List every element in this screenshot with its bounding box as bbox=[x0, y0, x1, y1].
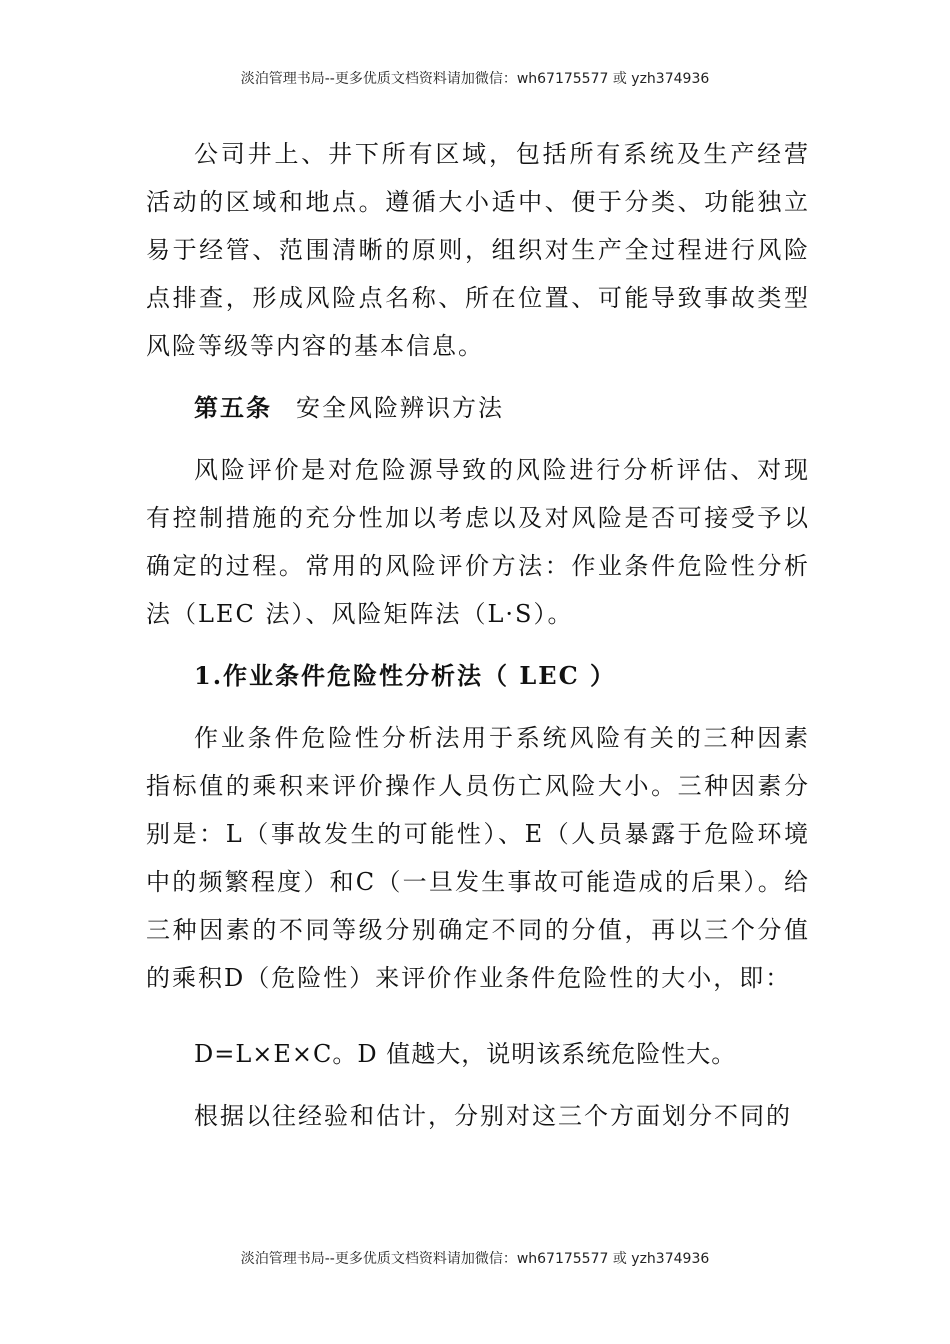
page-header: 淡泊管理书局--更多优质文档资料请加微信：wh67175577 或 yzh374936 bbox=[240, 71, 710, 87]
article-5-label: 第五条 bbox=[194, 393, 272, 422]
article-5-title: 安全风险辨识方法 bbox=[296, 394, 504, 422]
paragraph-risk-evaluation: 风险评价是对危险源导致的风险进行分析评估、对现有控制措施的充分性加以考虑以及对风险是否可接受予以确定的过程。常用的风险评价方法：作业条件危险性分析法（LEC 法）、风险矩阵法（L·S）。 bbox=[146, 456, 810, 628]
page-footer: 淡泊管理书局--更多优质文档资料请加微信：wh67175577 或 yzh374936 bbox=[240, 1251, 710, 1267]
formula-line: D=L×E×C。D 值越大，说明该系统危险性大。 bbox=[194, 1040, 737, 1068]
article-5-heading bbox=[146, 384, 810, 432]
paragraph-risk-point-scope: 公司井上、井下所有区域，包括所有系统及生产经营活动的区域和地点。遵循大小适中、便于分类、功能独立易于经管、范围清晰的原则，组织对生产全过程进行风险点排查，形成风险点名称、所在位置、可能导致事故类型风险等级等内容的基本信息。 bbox=[146, 140, 810, 360]
section-1-heading: 1.作业条件危险性分析法（ LEC ） bbox=[194, 661, 617, 690]
document-body bbox=[146, 130, 810, 1140]
paragraph-lec-method: 作业条件危险性分析法用于系统风险有关的三种因素指标值的乘积来评价操作人员伤亡风险大小。三种因素分别是：L（事故发生的可能性）、E（人员暴露于危险环境中的频繁程度）和C（一旦发生事故可能造成的后果）。给三种因素的不同等级分别确定不同的分值，再以三个分值的乘积D（危险性）来评价作业条件危险性的大小，即： bbox=[146, 724, 810, 992]
paragraph-experience: 根据以往经验和估计，分别对这三个方面划分不同的 bbox=[194, 1102, 792, 1130]
